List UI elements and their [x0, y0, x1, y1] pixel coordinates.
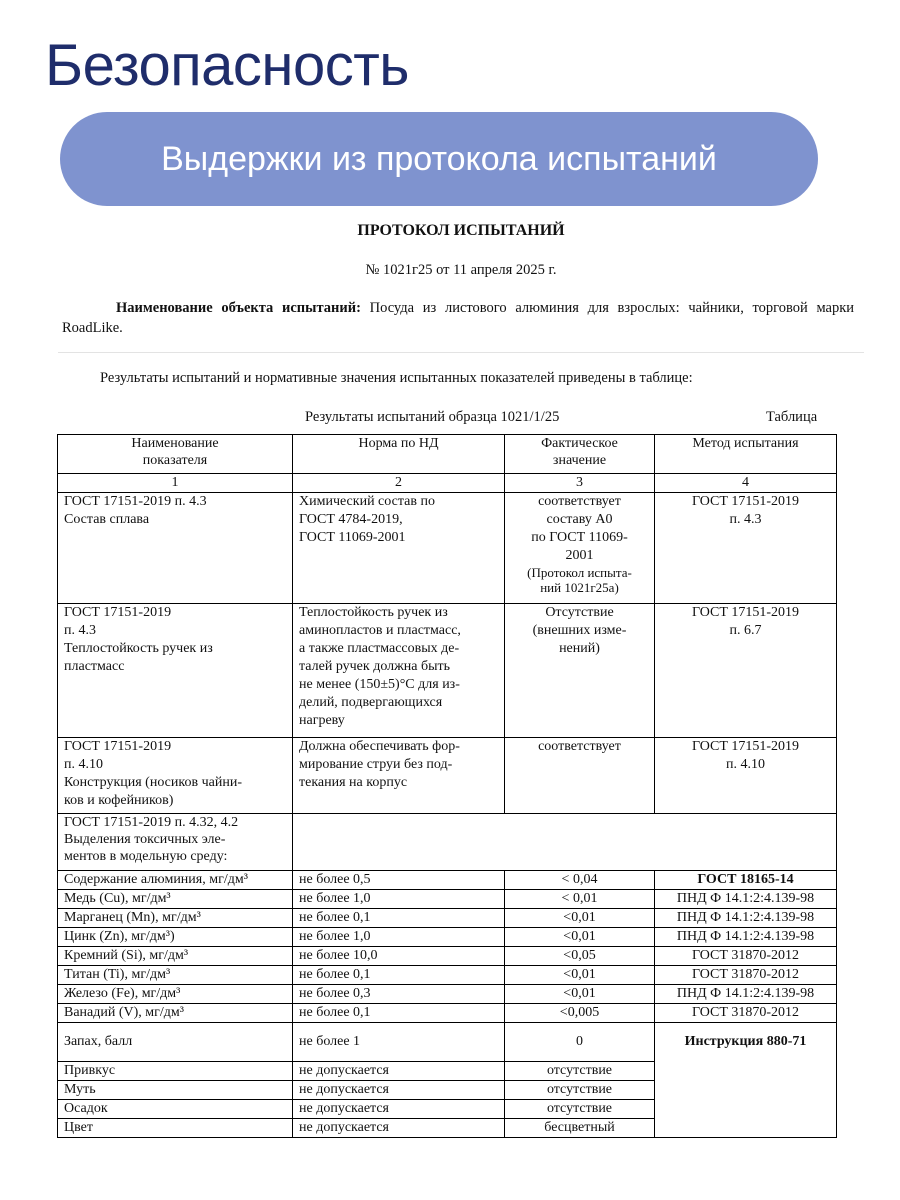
- cell-method: ГОСТ 17151-2019 п. 4.3: [655, 493, 837, 604]
- cell-norm: не более 0,1: [293, 966, 505, 985]
- page-title: Безопасность: [45, 33, 409, 98]
- cell-norm: Химический состав по ГОСТ 4784-2019, ГОСТ 11069-2001: [293, 493, 505, 604]
- cell-name: ГОСТ 17151-2019 п. 4.3 Состав сплава: [58, 493, 293, 604]
- column-number: 4: [655, 474, 837, 493]
- cell-actual: <0,01: [505, 909, 655, 928]
- table-row: [58, 604, 837, 738]
- cell-norm: не более 0,1: [293, 1004, 505, 1023]
- table-label: Таблица: [766, 409, 818, 425]
- cell-actual: < 0,04: [505, 871, 655, 890]
- cell-norm: не допускается: [293, 1081, 505, 1100]
- cell-name: Цвет: [58, 1119, 293, 1138]
- column-number-row: [58, 474, 837, 493]
- cell-method-merged: Инструкция 880-71: [655, 1023, 837, 1138]
- cell-norm: не более 1,0: [293, 928, 505, 947]
- subtitle-text: Выдержки из протокола испытаний: [161, 139, 717, 178]
- cell-method: ПНД Ф 14.1:2:4.139-98: [655, 928, 837, 947]
- cell-name: Железо (Fe), мг/дм³: [58, 985, 293, 1004]
- cell-name: Марганец (Mn), мг/дм³: [58, 909, 293, 928]
- header-method: Метод испытания: [655, 435, 837, 474]
- cell-name: Ванадий (V), мг/дм³: [58, 1004, 293, 1023]
- cell-actual: <0,01: [505, 928, 655, 947]
- table-row: [58, 947, 837, 966]
- test-object: [62, 298, 854, 338]
- cell-norm: не более 0,5: [293, 871, 505, 890]
- table-row: [58, 985, 837, 1004]
- protocol-title: ПРОТОКОЛ ИСПЫТАНИЙ: [357, 222, 565, 239]
- cell-method: ГОСТ 18165-14: [655, 871, 837, 890]
- cell-norm: Теплостойкость ручек из аминопластов и пластмасс, а также пластмассовых де- талей ручек должна быть не менее (150±5)°С для из- делий, подвергающихся нагреву: [293, 604, 505, 738]
- cell-name: ГОСТ 17151-2019 п. 4.3 Теплостойкость ручек из пластмасс: [58, 604, 293, 738]
- cell-actual: <0,01: [505, 966, 655, 985]
- cell-method: ПНД Ф 14.1:2:4.139-98: [655, 890, 837, 909]
- cell-norm: не допускается: [293, 1062, 505, 1081]
- cell-norm: не допускается: [293, 1100, 505, 1119]
- header-name: Наименование показателя: [58, 435, 293, 474]
- cell-name: Осадок: [58, 1100, 293, 1119]
- cell-name: Медь (Cu), мг/дм³: [58, 890, 293, 909]
- cell-name: Цинк (Zn), мг/дм³): [58, 928, 293, 947]
- cell-name: Содержание алюминия, мг/дм³: [58, 871, 293, 890]
- cell-norm: не более 1,0: [293, 890, 505, 909]
- cell-name: Кремний (Si), мг/дм³: [58, 947, 293, 966]
- divider: [58, 352, 864, 353]
- cell-method: ПНД Ф 14.1:2:4.139-98: [655, 909, 837, 928]
- cell-actual: <0,05: [505, 947, 655, 966]
- table-header-row: [58, 435, 837, 474]
- cell-actual: отсутствие: [505, 1062, 655, 1081]
- cell-method: ПНД Ф 14.1:2:4.139-98: [655, 985, 837, 1004]
- table-caption: Результаты испытаний образца 1021/1/25: [305, 409, 560, 425]
- cell-name: Муть: [58, 1081, 293, 1100]
- cell-actual: Отсутствие (внешних изме- нений): [505, 604, 655, 738]
- table-row: [58, 966, 837, 985]
- cell-actual: отсутствие: [505, 1100, 655, 1119]
- column-number: 3: [505, 474, 655, 493]
- cell-method: ГОСТ 31870-2012: [655, 947, 837, 966]
- cell-section-title: ГОСТ 17151-2019 п. 4.32, 4.2 Выделения токсичных эле- ментов в модельную среду:: [58, 814, 293, 871]
- cell-actual: <0,01: [505, 985, 655, 1004]
- section-row-toxic: [58, 814, 837, 871]
- table-row: [58, 738, 837, 814]
- cell-norm: не допускается: [293, 1119, 505, 1138]
- table-row: [58, 493, 837, 604]
- table-row: [58, 1023, 837, 1062]
- cell-empty: [293, 814, 837, 871]
- test-object-label: Наименование объекта испытаний:: [116, 300, 361, 316]
- table-row: [58, 928, 837, 947]
- table-row: [58, 1004, 837, 1023]
- table-row: [58, 890, 837, 909]
- cell-method: ГОСТ 17151-2019 п. 6.7: [655, 604, 837, 738]
- results-table: [57, 434, 837, 1138]
- header-norm: Норма по НД: [293, 435, 505, 474]
- cell-name: Привкус: [58, 1062, 293, 1081]
- cell-norm: не более 1: [293, 1023, 505, 1062]
- header-actual: Фактическое значение: [505, 435, 655, 474]
- cell-actual: отсутствие: [505, 1081, 655, 1100]
- cell-actual: соответствует: [505, 738, 655, 814]
- subtitle-banner: [60, 112, 818, 206]
- protocol-number: № 1021г25 от 11 апреля 2025 г.: [365, 262, 557, 278]
- intro-text: Результаты испытаний и нормативные значения испытанных показателей приведены в таблице:: [100, 370, 693, 386]
- table-row: [58, 871, 837, 890]
- cell-actual: <0,005: [505, 1004, 655, 1023]
- cell-name: ГОСТ 17151-2019 п. 4.10 Конструкция (носиков чайни- ков и кофейников): [58, 738, 293, 814]
- cell-norm: не более 0,1: [293, 909, 505, 928]
- cell-actual: бесцветный: [505, 1119, 655, 1138]
- test-object-value: Посуда из листового алюминия для взрослых: чайники, торговой марки RoadLike.: [62, 300, 855, 336]
- cell-method: ГОСТ 31870-2012: [655, 1004, 837, 1023]
- column-number: 2: [293, 474, 505, 493]
- cell-method: ГОСТ 31870-2012: [655, 966, 837, 985]
- cell-norm: Должна обеспечивать фор- мирование струи без под- текания на корпус: [293, 738, 505, 814]
- table-row: [58, 909, 837, 928]
- cell-actual: соответствует составу А0 по ГОСТ 11069- 2001 (Протокол испыта- ний 1021г25а): [505, 493, 655, 604]
- cell-actual: 0: [505, 1023, 655, 1062]
- cell-actual: < 0,01: [505, 890, 655, 909]
- column-number: 1: [58, 474, 293, 493]
- cell-norm: не более 0,3: [293, 985, 505, 1004]
- cell-norm: не более 10,0: [293, 947, 505, 966]
- cell-method: ГОСТ 17151-2019 п. 4.10: [655, 738, 837, 814]
- cell-name: Запах, балл: [58, 1023, 293, 1062]
- cell-name: Титан (Ti), мг/дм³: [58, 966, 293, 985]
